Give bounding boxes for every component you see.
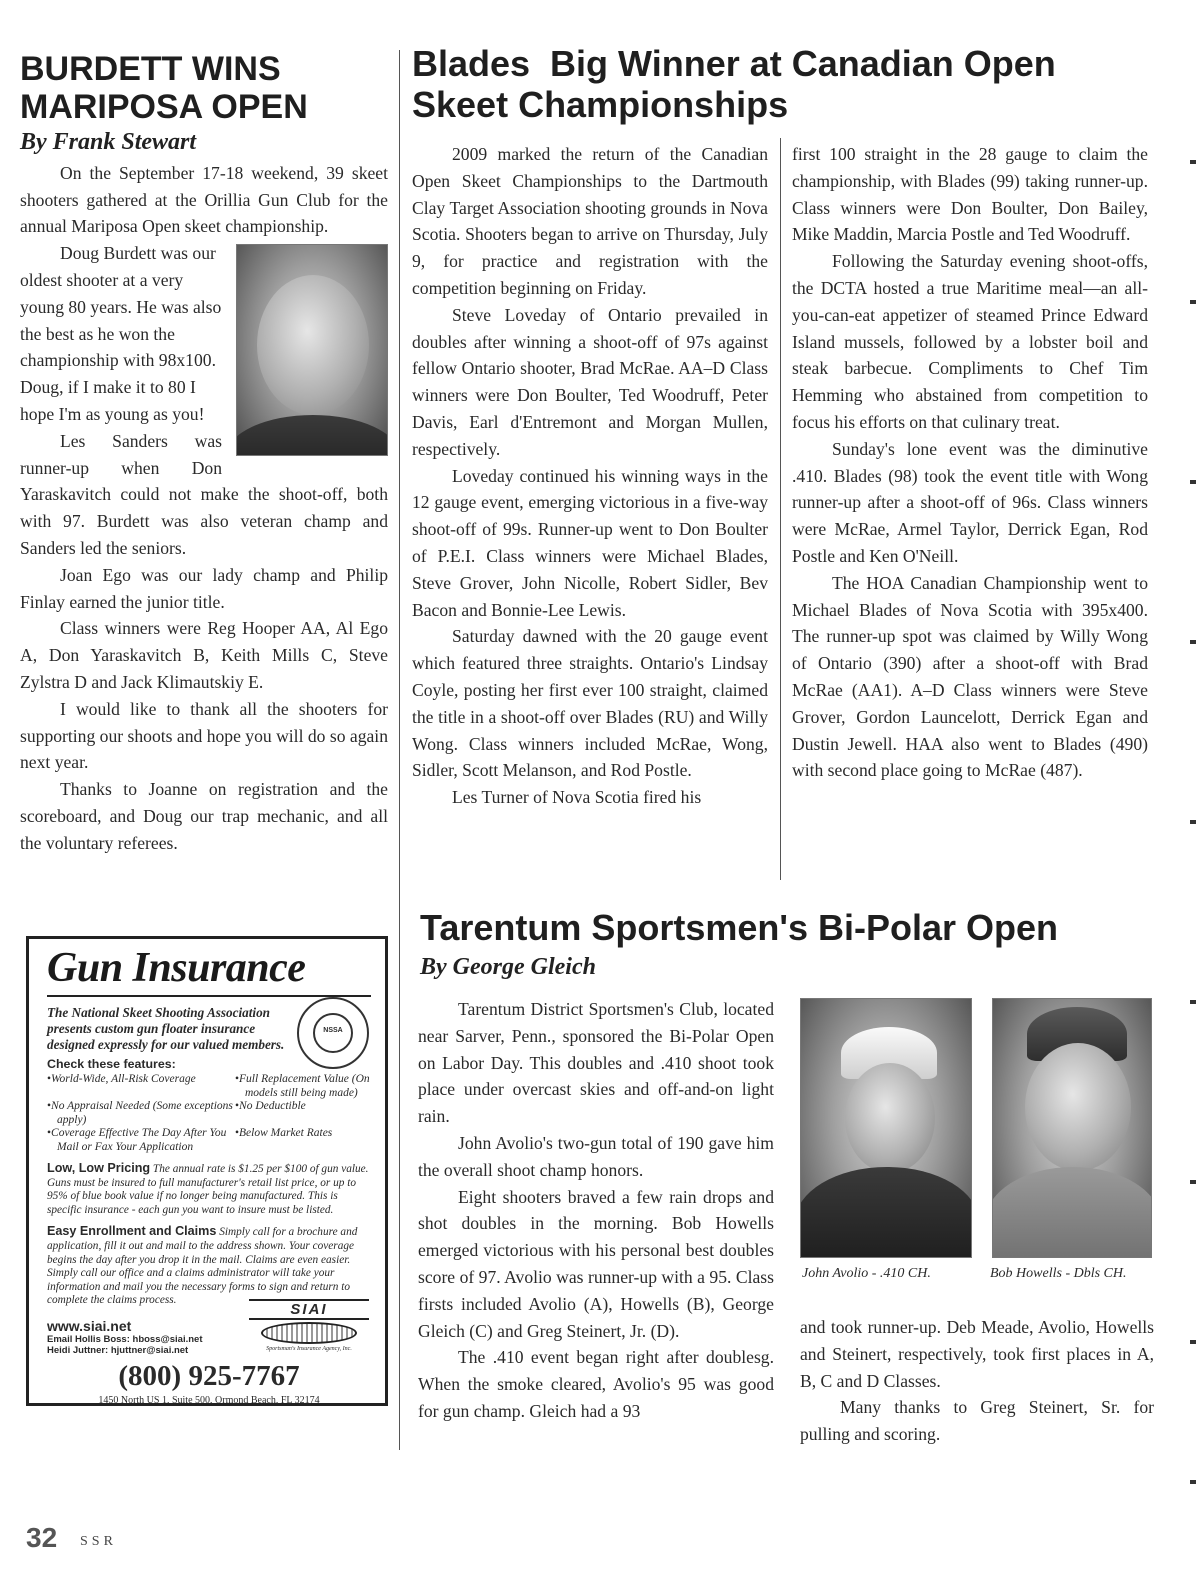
article1-paragraph: Thanks to Joanne on registration and the scoreboard, and Doug our trap mechanic, and all the voluntary referees. [20,779,388,853]
ad-enroll-heading: Easy Enrollment and Claims [47,1224,217,1239]
photo-caption-avolio: John Avolio - .410 CH. [802,1266,931,1281]
article3-column1 [418,996,774,1425]
edge-mark [1190,160,1196,164]
article1-headline [20,50,388,127]
column-divider [399,50,400,1450]
doug-burdett-photo [236,244,388,456]
article1-paragraph: Les Sanders was runner-up when Don Yaraskavitch could not make the shoot-off, both with 97. Burdett was also veteran champ and Sanders led the seniors. [20,430,388,558]
ad-email-hollis[interactable]: Email Hollis Boss: hboss@siai.net [47,1333,203,1345]
ad-pricing [47,1162,371,1217]
siai-agency: Sportsman's Insurance Agency, Inc. [266,1346,352,1352]
ad-pricing-heading: Low, Low Pricing [47,1161,151,1175]
article1-paragraph: On the September 17-18 weekend, 39 skeet shooters gathered at the Orillia Gun Club for the annual Mariposa Open skeet championship. [20,162,388,237]
article1-headline-line2: MARIPOSA OPEN [20,88,308,127]
page-number: 32 [26,1522,58,1553]
ad-enrollment [47,1225,371,1308]
article2-headline [412,44,1172,125]
article3-column2 [800,1314,1154,1448]
article2-paragraph: Following the Saturday evening shoot-offs, the DCTA hosted a true Maritime meal—an all-you-can-eat appetizer of steamed Prince Edward Island mussels, followed by a lobster boil and steak barbecue. Compliments to Chef Tim Hemming who abstained from competition to focus his efforts on that culinary treat. [792,251,1148,432]
edge-mark [1190,1000,1196,1004]
edge-mark [1190,1340,1196,1344]
column-divider [780,138,781,880]
photo-face [257,275,369,415]
ad-address: 1450 North US 1, Suite 500, Ormond Beach, FL 32174 [98,1394,320,1406]
edge-mark [1190,480,1196,484]
feature-item: • No Appraisal Needed (Some exceptions apply) [47,1100,235,1127]
ad-enroll-text: Simply call for a brochure and application, fill it out and mail to the address shown. Your coverage begins the day after you drop it in the mail. Claims are even easier. Simply call our office and a claims administrator will take your information and mail you the necessary forms to sign and return to complete the claims process. [47,1226,358,1307]
photo-face [1025,1043,1131,1171]
edge-mark [1190,820,1196,824]
article2-paragraph: 2009 marked the return of the Canadian Open Skeet Championships to the Dartmouth Clay Target Association shooting grounds in Nova Scotia. Shooters began to arrive on Thursday, July 9, for practice and registration with the competition beginning on Friday. [412,144,768,298]
article2-paragraph: The HOA Canadian Championship went to Michael Blades of Nova Scotia with 395x400. The runner-up spot was claimed by Willy Wong of Ontario (390) after a shoot-off with Brad McRae (AA1). A–D Class winners were Steve Grover, Gordon Launcelott, Derrick Egan and Dustin Jewell. HAA also went to Blades (490) with second place going to McRae (487). [792,572,1148,781]
article2-column1 [412,141,768,811]
article3-headline: Tarentum Sportsmen's Bi-Polar Open [420,907,1058,948]
publication-name: SSR [80,1534,117,1549]
article2-paragraph: Les Turner of Nova Scotia fired his [452,787,702,808]
edge-mark [1190,1180,1196,1184]
john-avolio-photo [800,998,972,1258]
photo-shoulders [800,1167,972,1258]
ad-divider [47,995,371,997]
article2-paragraph: Saturday dawned with the 20 gauge event which featured three straights. Ontario's Lindsay Coyle, posting her first ever 100 straight, claimed the title in a shoot-off over Blades (RU) and Willy Wong. Class winners included McRae, Wong, Sidler, Scott Melanson, and Rod Postle. [412,626,768,781]
ad-check-heading: Check these features: [47,1057,176,1071]
article3-paragraph: and took runner-up. Deb Meade, Avolio, Howells and Steinert, respectively, took first places in A, B, C and D Classes. [800,1317,1154,1391]
article1-paragraph: Doug Burdett was our oldest shooter at a very young 80 years. He was also the best as he won the championship with 98x100. Doug, if I make it to 80 I hope I'm as young as you! [20,243,222,424]
article2-paragraph: Steve Loveday of Ontario prevailed in doubles after winning a shoot-off of 97s against fellow Ontario shooter, Brad McRae. AA–D Class winners were Don Boulter, Ted Woodruff, Peter Davis, Earl d'Entremont and Morgan Mullen, respectively. [412,304,768,459]
feature-item: • Full Replacement Value (On models still being made) [235,1073,371,1100]
article2-column2 [792,141,1148,784]
feature-item: • World-Wide, All-Risk Coverage [47,1073,235,1100]
photo-caption-howells: Bob Howells - Dbls CH. [990,1266,1127,1281]
ad-title: Gun Insurance [47,945,306,991]
siai-oval-icon [261,1322,357,1344]
ad-pricing-text: The annual rate is $1.25 per $100 of gun value. Guns must be insured to full manufacturer's retail list price, or up to 95% of blue book value if no longer being manufactured. This is specific insurance - each gun you want to insure must be listed. [47,1163,369,1216]
article2-headline-line2: Skeet Championships [412,83,789,125]
photo-face [845,1063,935,1173]
feature-item: • Below Market Rates [235,1127,371,1154]
article1-byline: By Frank Stewart [20,128,197,155]
nssa-seal-icon [297,997,369,1069]
article2-paragraph: first 100 straight in the 28 gauge to claim the championship, with Blades (99) taking runner-up. Class winners were Don Boulter, Don Bailey, Mike Maddin, Marcia Postle and Ted Woodruff. [792,144,1148,245]
siai-wordmark: SIAI [249,1299,369,1320]
seal-text: NSSA [323,1027,343,1034]
ad-features [47,1073,371,1154]
ad-phone[interactable]: (800) 925-7767 [118,1359,300,1392]
siai-logo [249,1299,369,1352]
photo-shoulders [236,415,388,456]
article3-paragraph: The .410 event began right after doublesg. When the smoke cleared, Avolio's 95 was good for gun champ. Gleich had a 93 [418,1347,774,1421]
article-burdett [20,50,388,857]
article1-paragraph: I would like to thank all the shooters for supporting our shoots and hope you will do so again next year. [20,698,388,773]
article1-headline-line1: BURDETT WINS [20,50,281,88]
photo-shoulders [992,1167,1152,1258]
bob-howells-photo [992,998,1152,1258]
edge-mark [1190,1480,1196,1484]
article3-paragraph: Eight shooters braved a few rain drops and shot doubles in the morning. Bob Howells emerged victorious with his personal best doubles score of 97. Avolio was runner-up with a 95. Class firsts included Avolio (A), Howells (B), George Gleich (C) and Greg Steinert, Jr. (D). [418,1186,774,1341]
feature-item: • No Deductible [235,1100,371,1127]
edge-mark [1190,640,1196,644]
article1-body [20,160,388,857]
article1-paragraph: Joan Ego was our lady champ and Philip Finlay earned the junior title. [20,564,388,612]
ad-intro: The National Skeet Shooting Association presents custom gun floater insurance designed expressly for our valued members. [47,1005,285,1052]
article2-paragraph: Loveday continued his winning ways in the 12 gauge event, emerging victorious in a five-way shoot-off of 99s. Runner-up went to Don Boulter of P.E.I. Class winners were Michael Blades, Steve Grover, John Nicolle, Robert Sidler, Bev Bacon and Bonnie-Lee Lewis. [412,465,768,620]
article2-headline-line1: Blades Big Winner at Canadian Open [412,43,1056,84]
ad-email-heidi[interactable]: Heidi Juttner: hjuttner@siai.net [47,1344,189,1356]
article3-paragraph: John Avolio's two-gun total of 190 gave him the overall shoot champ honors. [418,1132,774,1180]
ad-website-link[interactable]: www.siai.net [47,1317,132,1334]
article2-paragraph: Sunday's lone event was the diminutive .410. Blades (98) took the event title with Wong runner-up after a shoot-off of 96s. Class winners were McRae, Armel Taylor, Derrick Egan, Rod Postle and Ken O'Neill. [792,438,1148,566]
article3-paragraph: Many thanks to Greg Steinert, Sr. for pulling and scoring. [800,1397,1154,1445]
article1-paragraph: Class winners were Reg Hooper AA, Al Ego A, Don Yaraskavitch B, Keith Mills C, Steve Zylstra D and Jack Klimautskiy E. [20,618,388,692]
edge-mark [1190,300,1196,304]
gun-insurance-ad[interactable] [26,936,388,1406]
article3-paragraph: Tarentum District Sportsmen's Club, located near Sarver, Penn., sponsored the Bi-Polar Open on Labor Day. This doubles and .410 shoot took place under overcast skies and off-and-on light rain. [418,999,774,1127]
article3-byline: By George Gleich [420,954,596,980]
feature-item: • Coverage Effective The Day After You Mail or Fax Your Application [47,1127,235,1154]
